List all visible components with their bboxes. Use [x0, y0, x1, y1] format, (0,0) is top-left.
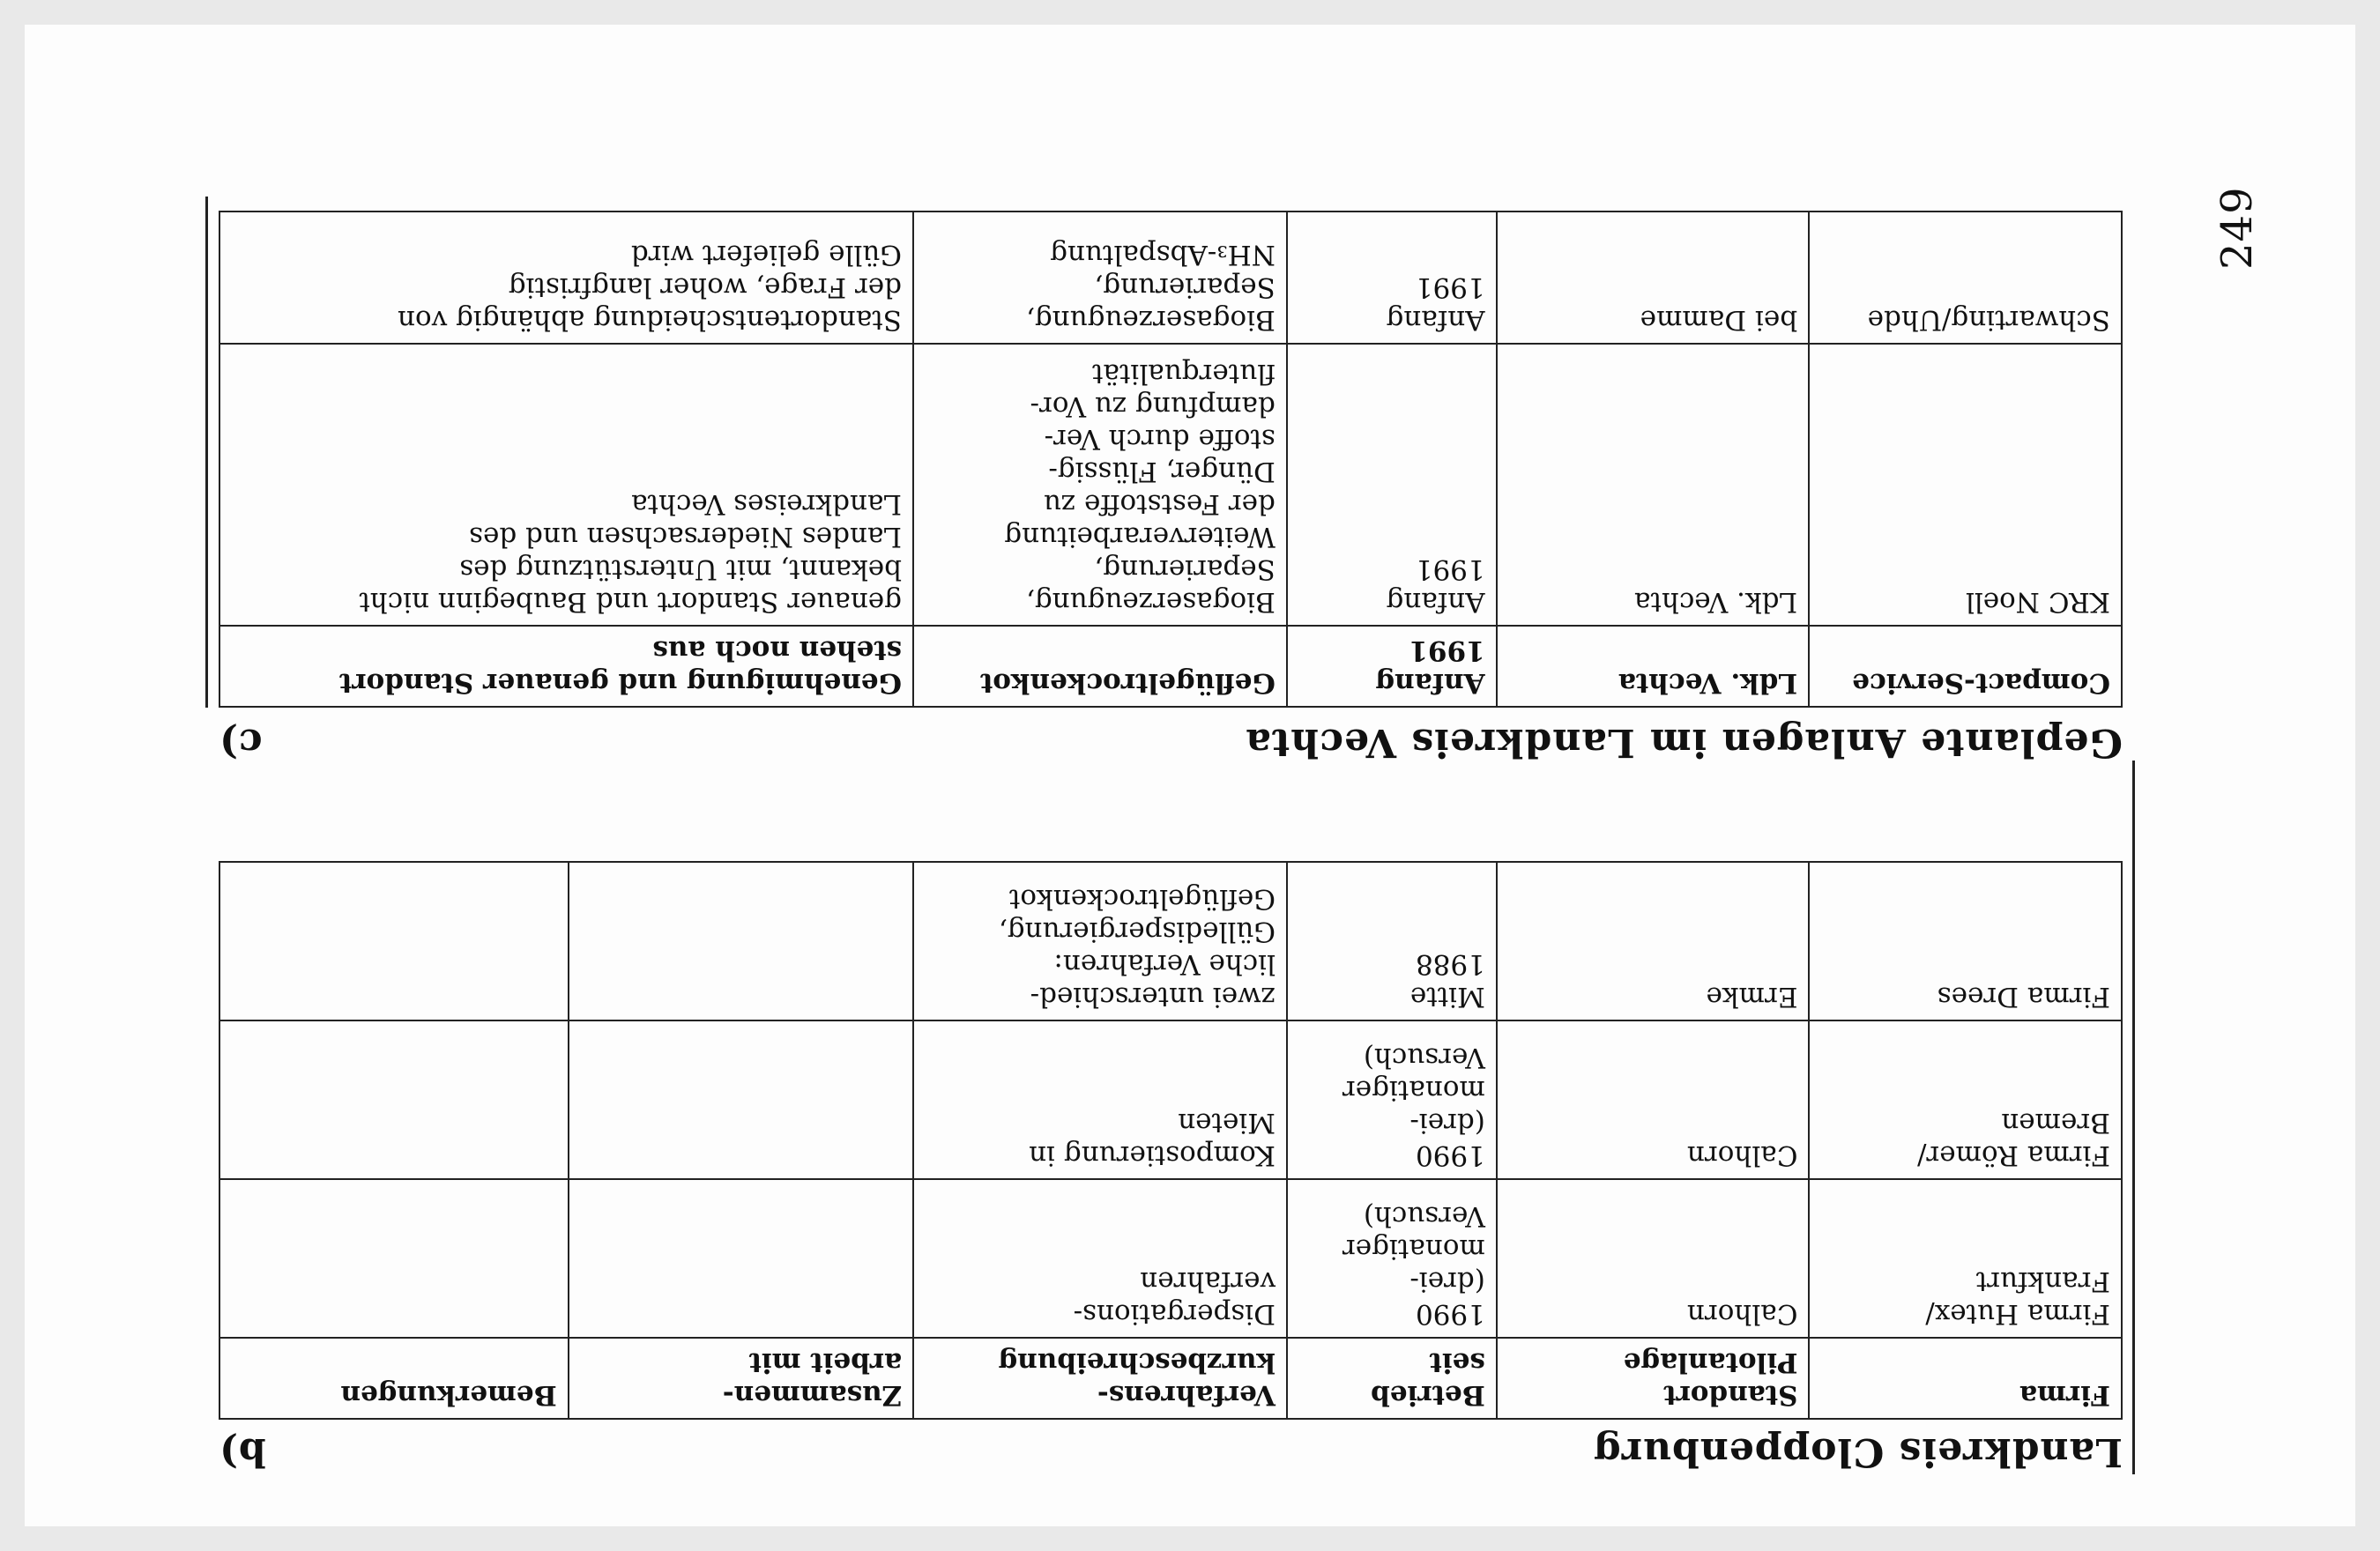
cell-process: Biogaserzeugung, Separierung, NH₃-Abspaltung — [913, 212, 1287, 344]
section-c-letter: c) — [219, 720, 263, 765]
table-header-row — [219, 1338, 2122, 1419]
cell-verfahren: zwei unterschied- liche Verfahren: Gülledispergierung, Geflügeltrockenkot — [913, 862, 1287, 1020]
cell-standort: Ermke — [1497, 862, 1810, 1020]
page-number: 249 — [2213, 186, 2262, 270]
table-vechta — [219, 211, 2123, 708]
cell-remarks: genauer Standort und Baubeginn nicht bekannt, mit Unterstützung des Landes Niedersachsen und des Landkreises Vechta — [219, 344, 913, 626]
cell-zusammenarbeit — [569, 1020, 914, 1179]
cell-standort: Calhorn — [1497, 1020, 1810, 1179]
table-row — [219, 212, 2122, 344]
section-b-title: Landkreis Cloppenburg — [1593, 1429, 2123, 1474]
cell-start: Anfang 1991 — [1287, 212, 1497, 344]
section-c-heading — [192, 714, 2123, 765]
table-row — [219, 862, 2122, 1020]
cell-firma: Firma Römer/ Bremen — [1810, 1020, 2123, 1179]
cell-verfahren: Kompostierung in Mieten — [913, 1020, 1287, 1179]
header-location: Ldk. Vechta — [1497, 626, 1809, 707]
cell-company: Schwarting/Uhde — [1809, 212, 2122, 344]
paper — [25, 25, 2355, 1526]
header-verfahren: Verfahrens- kurzbeschreibung — [913, 1338, 1287, 1419]
header-zusammenarbeit: Zusammen- arbeit mit — [569, 1338, 914, 1419]
cell-betrieb: Mitte 1988 — [1287, 862, 1497, 1020]
cell-bemerkungen — [219, 1179, 569, 1338]
cell-bemerkungen — [219, 1020, 569, 1179]
table-header-row — [219, 626, 2122, 707]
section-b-heading — [192, 1423, 2123, 1474]
cell-firma: Firma Drees — [1810, 862, 2123, 1020]
cell-location: Ldk. Vechta — [1497, 344, 1809, 626]
cell-zusammenarbeit — [569, 1179, 914, 1338]
header-company: Compact-Service — [1809, 626, 2122, 707]
cell-location: bei Damme — [1497, 212, 1809, 344]
header-firma: Firma — [1810, 1338, 2123, 1419]
cell-standort: Calhorn — [1497, 1179, 1810, 1338]
cell-betrieb: 1990 (drei- monatiger Versuch) — [1287, 1020, 1497, 1179]
cell-verfahren: Dispergations- verfahren — [913, 1179, 1287, 1338]
section-c-rule — [205, 197, 208, 708]
inverted-content — [192, 197, 2123, 1474]
table-row — [219, 1179, 2122, 1338]
cell-remarks: Standortentscheidung abhängig von der Frage, woher langfristig Gülle geliefert wird — [219, 212, 913, 344]
cell-zusammenarbeit — [569, 862, 914, 1020]
section-c-title: Geplante Anlagen im Landkreis Vechta — [1245, 720, 2123, 765]
header-remarks: Genehmigung und genauer Standort stehen noch aus — [219, 626, 913, 707]
cell-firma: Firma Hutex/ Frankfurt — [1810, 1179, 2123, 1338]
header-betrieb: Betrieb seit — [1287, 1338, 1497, 1419]
header-bemerkungen: Bemerkungen — [219, 1338, 569, 1419]
cell-process: Biogaserzeugung, Separierung, Weiterverarbeitung der Feststoffe zu Dünger, Flüssig- stoffe durch Ver- dampfung zu Vor- fluterqualität — [913, 344, 1287, 626]
section-b-rule — [2132, 761, 2135, 1474]
header-process: Geflügeltrockenkot — [913, 626, 1287, 707]
cell-company: KRC Noell — [1809, 344, 2122, 626]
cell-bemerkungen — [219, 862, 569, 1020]
table-row — [219, 1020, 2122, 1179]
header-standort: Standort Pilotanlage — [1497, 1338, 1810, 1419]
cell-start: Anfang 1991 — [1287, 344, 1497, 626]
table-cloppenburg — [219, 861, 2123, 1420]
cell-betrieb: 1990 (drei- monatiger Versuch) — [1287, 1179, 1497, 1338]
table-row — [219, 344, 2122, 626]
header-start: Anfang 1991 — [1287, 626, 1497, 707]
section-b-letter: b) — [219, 1429, 266, 1474]
